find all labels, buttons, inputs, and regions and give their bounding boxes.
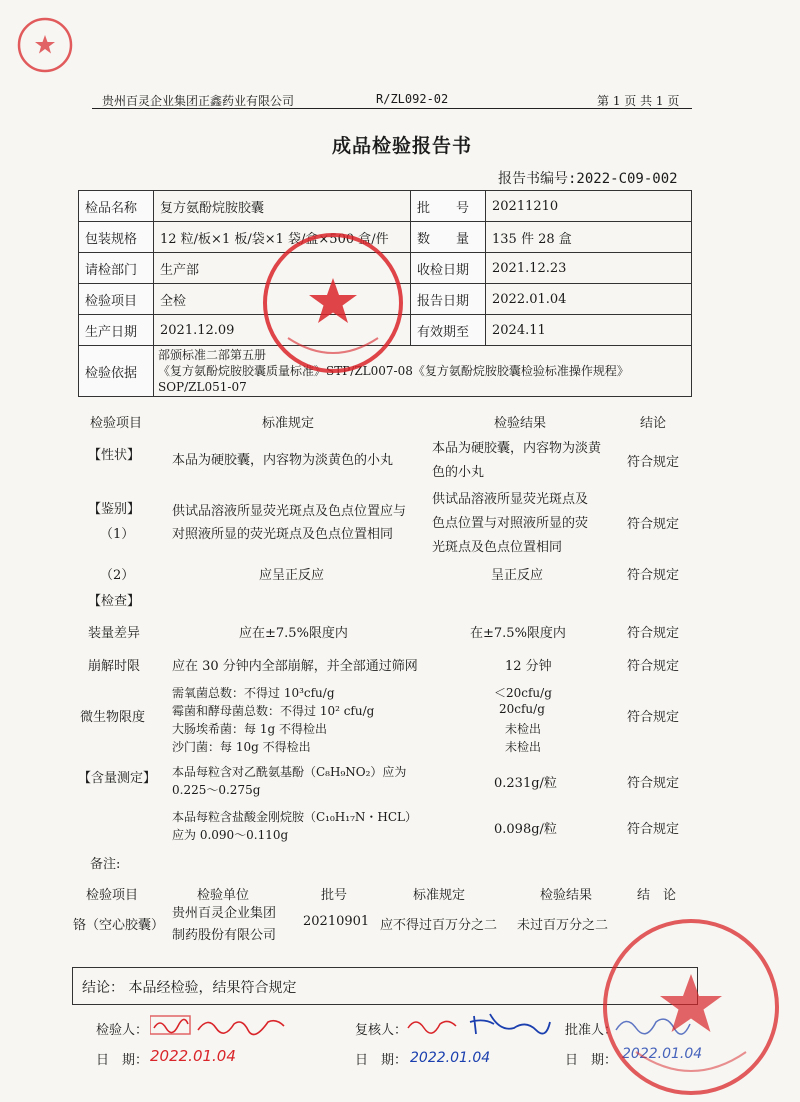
xingzhuang-result-1: 本品为硬胶囊，内容物为淡黄 — [432, 441, 602, 456]
dept-label: 请检部门 — [79, 253, 154, 284]
prod-date-value: 2021.12.09 — [154, 315, 411, 346]
inspector-date: 2022.01.04 — [150, 1047, 236, 1065]
receive-date-value: 2021.12.23 — [486, 253, 692, 284]
bottom-seal — [596, 912, 786, 1102]
remarks-unit-2: 制药股份有限公司 — [172, 928, 277, 943]
jianbie-index-1: （1） — [100, 527, 135, 542]
remarks-header-batch: 批号 — [321, 888, 348, 903]
micro-label: 微生物限度 — [80, 710, 146, 725]
section-jianbie: 【鉴别】 — [88, 502, 141, 517]
xingzhuang-standard: 本品为硬胶囊，内容物为淡黄色的小丸 — [172, 453, 394, 468]
hanliang-result-2: 0.098g/粒 — [494, 822, 557, 837]
report-number: 报告书编号:2022-C09-002 — [498, 171, 678, 187]
reviewer-date: 2022.01.04 — [410, 1050, 491, 1066]
page-info: 第 1 页 共 1 页 — [597, 94, 680, 108]
conclusion-text: 结论： 本品经检验，结果符合规定 — [82, 980, 297, 996]
quantity-label: 数 量 — [411, 222, 486, 253]
product-name-value: 复方氨酚烷胺胶囊 — [154, 191, 411, 222]
remarks-header-result: 检验结果 — [540, 888, 593, 903]
batch-label: 批 号 — [411, 191, 486, 222]
jianbie-standard-2: 对照液所显的荧光斑点及色点位置相同 — [172, 527, 394, 542]
xingzhuang-conclusion: 符合规定 — [627, 455, 680, 470]
reviewer-label: 复核人： — [355, 1023, 408, 1038]
remarks-header-item: 检验项目 — [86, 888, 139, 903]
jianbie2-standard: 应呈正反应 — [259, 568, 325, 583]
jianbie-result-1: 供试品溶液所显荧光斑点及 — [432, 492, 589, 507]
remarks-batch: 20210901 — [303, 914, 370, 929]
micro-result-3: 未检出 — [505, 722, 542, 736]
approver-date-label: 日 期： — [565, 1053, 618, 1068]
micro-standard-4: 沙门菌：每 10g 不得检出 — [172, 740, 311, 754]
remarks-header-standard: 标准规定 — [413, 888, 466, 903]
company-name: 贵州百灵企业集团正鑫药业有限公司 — [102, 94, 295, 108]
basis-line-1: 部颁标准二部第五册 — [158, 348, 267, 362]
results-header-standard: 标准规定 — [262, 416, 315, 431]
corner-stamp — [14, 14, 76, 76]
hanliang-standard-1a: 本品每粒含对乙酰氨基酚（C₈H₉NO₂）应为 — [172, 765, 407, 779]
results-header-item: 检验项目 — [90, 416, 143, 431]
results-header-result: 检验结果 — [494, 416, 547, 431]
bengjie-label: 崩解时限 — [88, 659, 141, 674]
hanliang-result-1: 0.231g/粒 — [494, 776, 557, 791]
jianbie-result-3: 光斑点及色点位置相同 — [432, 540, 563, 555]
micro-standard-3: 大肠埃希菌：每 1g 不得检出 — [172, 722, 327, 736]
item-value: 全检 — [154, 284, 411, 315]
zhuangliang-result: 在±7.5%限度内 — [470, 626, 566, 641]
hanliang-standard-1b: 0.225～0.275g — [172, 783, 261, 797]
quantity-value: 135 件 28 盒 — [486, 222, 692, 253]
jianbie2-result: 呈正反应 — [491, 568, 544, 583]
expiry-value: 2024.11 — [486, 315, 692, 346]
inspector-label: 检验人： — [96, 1023, 149, 1038]
micro-result-4: 未检出 — [505, 740, 542, 754]
jianbie-conclusion: 符合规定 — [627, 517, 680, 532]
hanliang-standard-2b: 应为 0.090～0.110g — [172, 828, 289, 842]
remarks-item: 铬（空心胶囊） — [73, 918, 165, 933]
product-name-label: 检品名称 — [79, 191, 154, 222]
header-divider — [92, 108, 692, 109]
jianbie-result-2: 色点位置与对照液所显的荧 — [432, 516, 589, 531]
bengjie-conclusion: 符合规定 — [627, 659, 680, 674]
remarks-label: 备注: — [90, 857, 121, 872]
inspection-seal — [258, 228, 408, 378]
package-value: 12 粒/板×1 板/袋×1 袋/盒×500 盒/件 — [154, 222, 411, 253]
zhuangliang-conclusion: 符合规定 — [627, 626, 680, 641]
report-date-label: 报告日期 — [411, 284, 486, 315]
inspector-date-label: 日 期： — [96, 1053, 149, 1068]
dept-value: 生产部 — [154, 253, 411, 284]
doc-code: R/ZL092-02 — [376, 92, 449, 106]
hanliang-standard-2a: 本品每粒含盐酸金刚烷胺（C₁₀H₁₇N・HCL） — [172, 810, 418, 824]
bengjie-standard: 应在 30 分钟内全部崩解，并全部通过筛网 — [172, 659, 418, 674]
section-jiancha: 【检查】 — [88, 594, 141, 609]
report-title: 成品检验报告书 — [332, 135, 473, 157]
package-label: 包装规格 — [79, 222, 154, 253]
expiry-label: 有效期至 — [411, 315, 486, 346]
inspector-signature — [150, 1014, 290, 1038]
micro-standard-1: 需氧菌总数：不得过 10³cfu/g — [172, 686, 335, 700]
batch-value: 20211210 — [486, 191, 692, 222]
remarks-standard: 应不得过百万分之二 — [380, 918, 498, 933]
jianbie-standard-1: 供试品溶液所显荧光斑点及色点位置应与 — [172, 504, 407, 519]
jianbie-index-2: （2） — [100, 568, 135, 583]
zhuangliang-label: 装量差异 — [88, 626, 141, 641]
micro-standard-2: 霉菌和酵母菌总数：不得过 10² cfu/g — [172, 704, 375, 718]
bengjie-result: 12 分钟 — [505, 659, 552, 674]
receive-date-label: 收检日期 — [411, 253, 486, 284]
micro-result-2: 20cfu/g — [499, 702, 545, 716]
section-hanliang: 【含量测定】 — [78, 771, 157, 786]
jianbie2-conclusion: 符合规定 — [627, 568, 680, 583]
approver-date: 2022.01.04 — [622, 1046, 703, 1062]
report-date-value: 2022.01.04 — [486, 284, 692, 315]
xingzhuang-result-2: 色的小丸 — [432, 465, 485, 480]
remarks-result: 未过百万分之二 — [517, 918, 609, 933]
remarks-header-unit: 检验单位 — [197, 888, 250, 903]
zhuangliang-standard: 应在±7.5%限度内 — [239, 626, 348, 641]
basis-line-3: SOP/ZL051-07 — [158, 380, 247, 394]
reviewer-signature — [404, 1010, 554, 1038]
approver-label: 批准人： — [565, 1023, 618, 1038]
remarks-header-conclusion: 结 论 — [637, 888, 677, 903]
basis-line-2: 《复方氨酚烷胺胶囊质量标准》STP/ZL007-08《复方氨酚烷胺胶囊检验标准操作规程》 — [158, 364, 629, 378]
section-xingzhuang: 【性状】 — [88, 448, 141, 463]
micro-conclusion: 符合规定 — [627, 710, 680, 725]
micro-result-1: ＜20cfu/g — [494, 686, 552, 700]
item-label: 检验项目 — [79, 284, 154, 315]
reviewer-date-label: 日 期： — [355, 1053, 408, 1068]
remarks-unit-1: 贵州百灵企业集团 — [172, 906, 277, 921]
basis-label: 检验依据 — [79, 346, 154, 397]
results-header-conclusion: 结论 — [640, 416, 667, 431]
hanliang-conclusion-1: 符合规定 — [627, 776, 680, 791]
hanliang-conclusion-2: 符合规定 — [627, 822, 680, 837]
prod-date-label: 生产日期 — [79, 315, 154, 346]
